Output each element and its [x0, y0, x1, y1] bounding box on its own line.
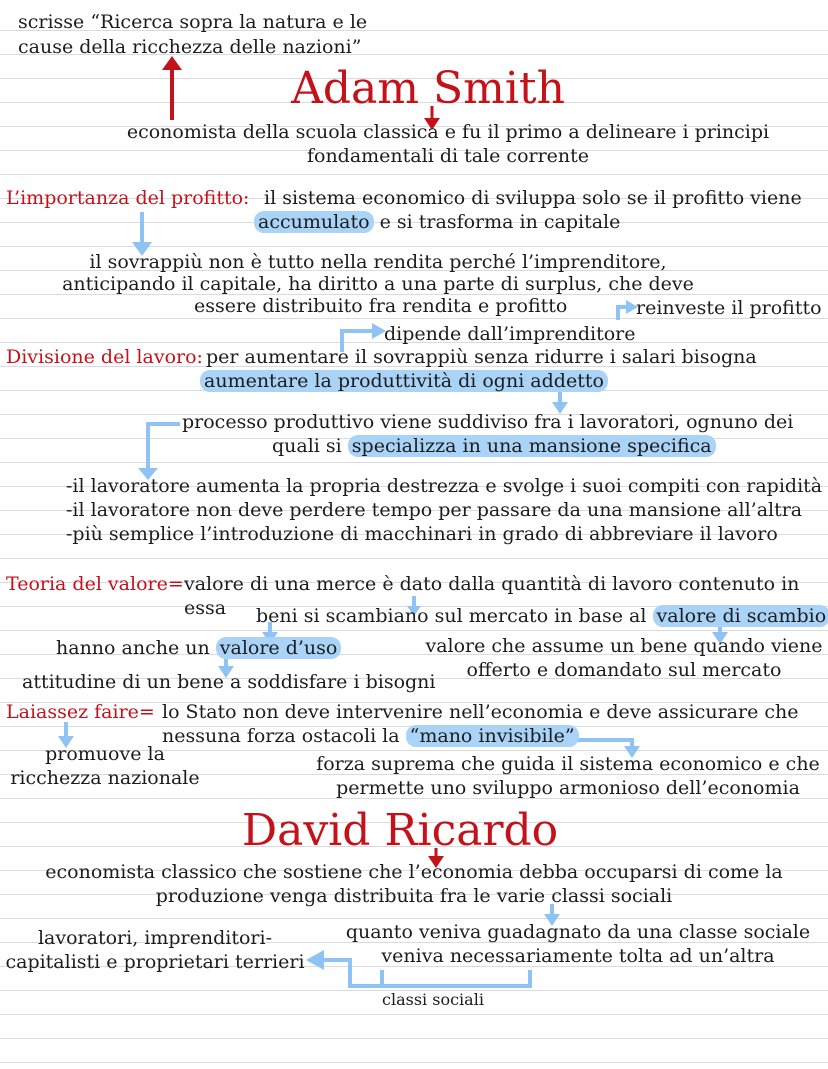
processo-line2: quali si specializza in una mansione specifica [272, 434, 716, 458]
divisione-bullet-1: -il lavoratore aumenta la propria destrezza e svolge i suoi compiti con rapidità [66, 475, 823, 497]
top-note-line2: cause della ricchezza delle nazioni” [18, 36, 362, 58]
profitto-para-line3: essere distribuito fra rendita e profitto [194, 295, 568, 317]
valore-heading: Teoria del valore= [6, 573, 184, 595]
divisione-highlight-line [200, 369, 608, 393]
valore-attitudine: attitudine di un bene a soddisfare i bisogni [22, 671, 436, 693]
valore-text-essa: essa [184, 597, 227, 619]
laissez-heading: Laiassez faire= [6, 701, 155, 723]
reinveste-note: reinveste il profitto [636, 297, 822, 319]
processo-line1: processo produttivo viene suddiviso fra i lavoratori, ognuno dei [182, 411, 794, 433]
forza-line1: forza suprema che guida il sistema economico e che [316, 753, 820, 775]
highlight-produttivita: aumentare la produttività di ogni addetto [200, 370, 608, 392]
ricardo-title: David Ricardo [241, 805, 559, 856]
highlight-mano-invisibile: “mano invisibile” [406, 725, 579, 747]
dipende-note: dipende dall’imprenditore [384, 323, 636, 345]
highlight-accumulato: accumulato [254, 211, 374, 233]
profitto-para-line1: il sovrappiù non è tutto nella rendita perché l’imprenditore, [89, 251, 667, 273]
smith-intro-line2: fondamentali di tale corrente [306, 145, 590, 167]
ricardo-quanto-line1: quanto veniva guadagnato da una classe sociale [345, 921, 811, 943]
smith-intro-line1: economista della scuola classica e fu il primo a delineare i principi [126, 121, 770, 143]
divisione-text-line1: per aumentare il sovrappiù senza ridurre i salari bisogna [206, 346, 757, 368]
highlight-valore-scambio: valore di scambio [653, 605, 828, 627]
ricardo-lavoratori-line2: capitalisti e proprietari terrieri [5, 951, 305, 973]
top-note-line1: scrisse “Ricerca sopra la natura e le [18, 11, 368, 33]
valore-scambio-line: beni si scambiano sul mercato in base al valore di scambio [256, 604, 828, 628]
blue-arrow-icon [148, 424, 180, 470]
profitto-para-line2: anticipando il capitale, ha diritto a una parte di surplus, che deve [62, 273, 694, 295]
divisione-bullet-2: -il lavoratore non deve perdere tempo per passare da una mansione all’altra [66, 499, 803, 521]
highlight-specializza: specializza in una mansione specifica [348, 435, 716, 457]
ricardo-lavoratori-line1: lavoratori, imprenditori- [37, 927, 272, 949]
profitto-heading: L’importanza del profitto: [6, 187, 250, 209]
smith-title: Adam Smith [291, 63, 565, 114]
ricardo-intro-line2: produzione venga distribuita fra le varie classi sociali [155, 885, 673, 907]
highlight-valore-uso: valore d’uso [216, 637, 342, 659]
laissez-text-line2: nessuna forza ostacoli la “mano invisibile” [162, 724, 579, 748]
valore-text-line1: valore di una merce è dato dalla quantità di lavoro contenuto in [184, 573, 800, 595]
ricardo-classi-sociali: classi sociali [382, 990, 484, 1009]
promuove-line2: ricchezza nazionale [10, 767, 200, 789]
valore-uso-line: hanno anche un valore d’uso [56, 636, 341, 660]
valore-assume-line1: valore che assume un bene quando viene [425, 635, 823, 657]
profitto-text-line1: il sistema economico di sviluppa solo se il profitto viene [264, 187, 802, 209]
profitto-text-line2: accumulato e si trasforma in capitale [254, 210, 620, 234]
divisione-heading: Divisione del lavoro: [6, 346, 203, 368]
blue-arrow-icon [572, 740, 632, 748]
ricardo-intro-line1: economista classico che sostiene che l’economia debba occuparsi di come la [45, 861, 783, 883]
laissez-text-line1: lo Stato non deve intervenire nell’economia e deve assicurare che [162, 701, 799, 723]
divisione-bullet-3: -più semplice l’introduzione di macchinari in grado di abbreviare il lavoro [66, 523, 778, 545]
ricardo-quanto-line2: veniva necessariamente tolta ad un’altra [381, 945, 775, 967]
valore-assume-line2: offerto e domandato sul mercato [466, 659, 782, 681]
forza-line2: permette uno sviluppo armonioso dell’economia [336, 777, 800, 799]
promuove-line1: promuove la [45, 743, 165, 765]
